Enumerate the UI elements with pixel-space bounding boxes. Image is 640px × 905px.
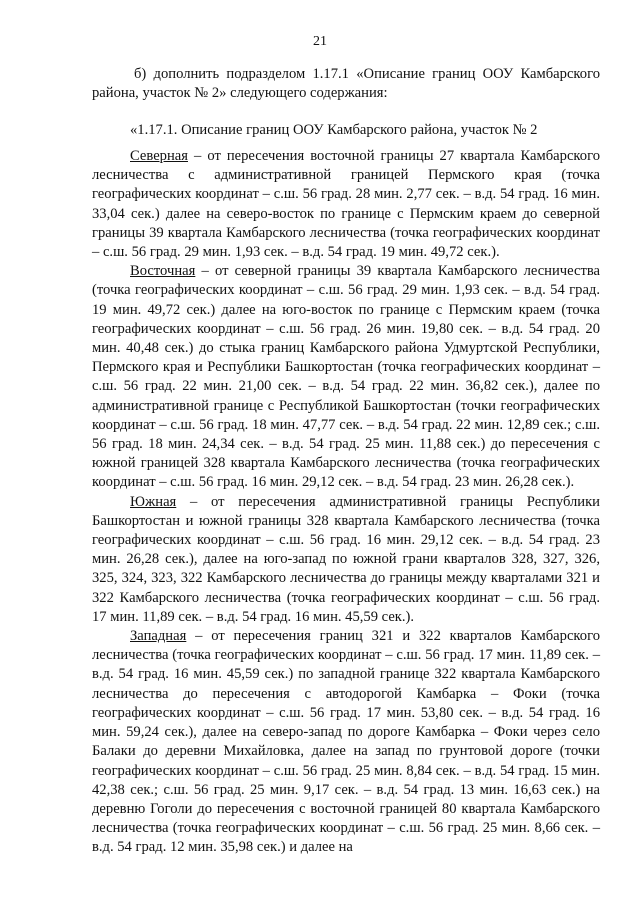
boundary-description	[92, 147, 600, 858]
north-text: – от пересечения восточной границы 27 квартала Камбарского лесничества с административной границей Пермского края (точка географических координат – с.ш. 56 град. 28 мин. 2,77 сек. – в.д. 54 град. 16 мин. 33,04 сек.) далее на северо-восток по границе с Пермским краем до северной границы 39 квартала Камбарского лесничества (точка географических координат – с.ш. 56 град. 29 мин. 1,93 сек. – в.д. 54 град. 19 мин. 49,72 сек.).	[92, 148, 600, 261]
south-boundary-paragraph	[92, 493, 600, 627]
south-heading: Южная	[130, 493, 177, 510]
section-title: «1.17.1. Описание границ ООУ Камбарского района, участок № 2	[130, 122, 538, 138]
page-number: 21	[313, 34, 327, 49]
south-text: – от пересечения административной границы Республики Башкортостан и южной границы 328 квартала Камбарского лесничества (точка географических координат – с.ш. 56 град. 16 мин. 29,12 сек. – в.д. 54 град. 23 мин. 26,28 сек.), далее на юго-запад по южной грани кварталов 328, 327, 326, 325, 324, 323, 322 Камбарского лесничества до границы между кварталами 321 и 322 Камбарского лесничества (точка географических координат – с.ш. 56 град. 17 мин. 11,89 сек. – в.д. 54 град. 16 мин. 45,59 сек.).	[92, 493, 600, 625]
east-boundary-paragraph	[92, 262, 600, 492]
north-heading: Северная	[130, 148, 188, 164]
east-text: – от северной границы 39 квартала Камбарского лесничества (точка географических координат – с.ш. 56 град. 29 мин. 1,93 сек. – в.д. 54 град. 19 мин. 49,72 сек.) далее на юго-восток по границе с Пермским краем (точка географических координат – с.ш. 56 град. 26 мин. 19,80 сек. – в.д. 54 град. 20 мин. 40,48 сек.) до стыка границ Камбарского района Удмуртской Республики, Пермского края и Республики Башкортостан (точка географических координат – с.ш. 56 град. 22 мин. 21,00 сек. – в.д. 54 град. 22 мин. 36,82 сек.), далее по административной границе с Республикой Башкортостан (точки географических координат – с.ш. 56 град. 18 мин. 47,77 сек. – в.д. 54 град. 22 мин. 12,89 сек.; с.ш. 56 град. 18 мин. 24,34 сек. – в.д. 54 град. 25 мин. 11,88 сек.) до пересечения с южной границей 328 квартала Камбарского лесничества (точка географических координат – с.ш. 56 град. 16 мин. 29,12 сек. – в.д. 54 град. 23 мин. 26,28 сек.).	[92, 263, 600, 491]
intro-paragraph: б) дополнить подразделом 1.17.1 «Описание границ ООУ Камбарского района, участок № 2» следующего содержания:	[92, 66, 600, 102]
west-heading: Западная	[130, 628, 187, 645]
west-boundary-paragraph	[92, 627, 600, 857]
west-text: – от пересечения границ 321 и 322 кварталов Камбарского лесничества (точка географических координат – с.ш. 56 град. 17 мин. 11,89 сек. – в.д. 54 град. 16 мин. 45,59 сек.) по западной границе 322 квартала Камбарского лесничества до пересечения с автодорогой Камбарка – Фоки (точка географических координат – с.ш. 56 град. 17 мин. 53,80 сек. – в.д. 54 град. 16 мин. 59,24 сек.), далее на северо-запад по дороге Камбарка – Фоки через село Балаки до деревни Михайловка, далее на запад по грунтовой дороге (точки географических координат – с.ш. 56 град. 25 мин. 8,84 сек. – в.д. 54 град. 15 мин. 42,38 сек.; с.ш. 56 град. 25 мин. 9,17 сек. – в.д. 54 град. 13 мин. 16,63 сек.) на деревню Гоголи до пересечения с восточной границей 80 квартала Камбарского лесничества (точка географических координат – с.ш. 56 град. 25 мин. 8,66 сек. – в.д. 54 град. 12 мин. 35,98 сек.) и далее на	[92, 628, 600, 856]
north-boundary-paragraph	[92, 147, 600, 262]
east-heading: Восточная	[130, 263, 196, 280]
